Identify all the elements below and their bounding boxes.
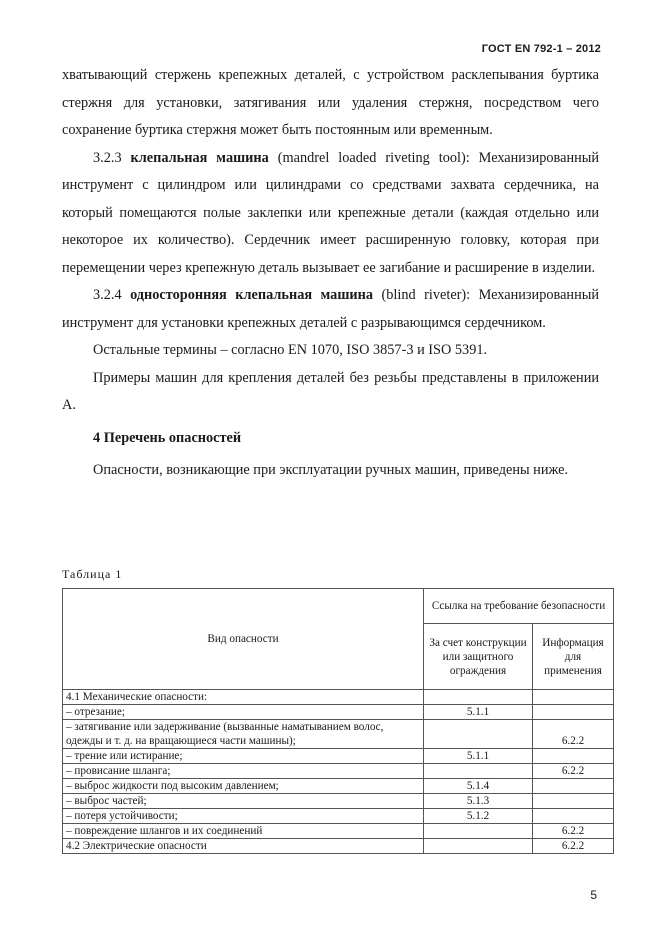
hazards-table xyxy=(62,588,614,854)
hazard-cell: – потеря устойчивости; xyxy=(63,809,424,824)
clause-number: 3.2.4 xyxy=(93,287,122,303)
info-ref-cell xyxy=(533,690,614,705)
hazard-cell: – отрезание; xyxy=(63,705,424,720)
clause-number: 3.2.3 xyxy=(93,149,122,166)
table-row xyxy=(63,824,614,839)
defined-term: односторонняя клепальная машина xyxy=(130,287,374,303)
design-ref-cell xyxy=(424,839,533,854)
info-ref-cell xyxy=(533,779,614,794)
header-by-design: За счет конструкции или защитного ограждения xyxy=(424,624,533,690)
info-ref-cell: 6.2.2 xyxy=(533,764,614,779)
info-ref-cell: 6.2.2 xyxy=(533,720,614,749)
table-row xyxy=(63,794,614,809)
table-row xyxy=(63,764,614,779)
table-row xyxy=(63,705,614,720)
hazard-cell: – выброс частей; xyxy=(63,794,424,809)
hazard-rows xyxy=(63,690,614,839)
hazard-cell: – трение или истирание; xyxy=(63,749,424,764)
document-body xyxy=(62,62,599,485)
table-row xyxy=(63,809,614,824)
header-information-for-use: Информация для применения xyxy=(533,624,614,690)
document-header: ГОСТ EN 792-1 – 2012 xyxy=(481,43,601,55)
hazard-cell: – затягивание или задерживание (вызванные наматыванием волос, одежды и т. д. на вращающиеся части машины); xyxy=(63,720,424,749)
design-ref-cell xyxy=(424,764,533,779)
info-ref-cell: 6.2.2 xyxy=(533,839,614,854)
hazard-cell: – повреждение шлангов и их соединений xyxy=(63,824,424,839)
table-row xyxy=(63,720,614,749)
definition-text: (mandrel loaded riveting tool): Механизированный инструмент с цилиндром или цилиндрами со средствами захвата сердечника, на который помещаются полые заклепки или крепежные детали (каждая отдельно или некоторое их количество). Сердечник имеет расширенную головку, которая при перемещении через крепежную деталь вызывает ее загибание и расширение в изделии. xyxy=(62,149,600,276)
design-ref-cell xyxy=(424,690,533,705)
table-row-electrical xyxy=(63,839,614,854)
definition-3-2-3 xyxy=(62,145,599,283)
info-ref-cell xyxy=(533,749,614,764)
info-ref-cell xyxy=(533,809,614,824)
design-ref-cell: 5.1.3 xyxy=(424,794,533,809)
hazard-cell: – провисание шланга; xyxy=(63,764,424,779)
design-ref-cell: 5.1.1 xyxy=(424,749,533,764)
paragraph-examples: Примеры машин для крепления деталей без резьбы представлены в приложении А. xyxy=(62,369,599,413)
design-ref-cell: 5.1.1 xyxy=(424,705,533,720)
definition-3-2-4 xyxy=(62,282,599,337)
defined-term: клепальная машина xyxy=(130,149,269,166)
header-safety-reference: Ссылка на требование безопасности xyxy=(424,589,614,624)
info-ref-cell: 6.2.2 xyxy=(533,824,614,839)
definition-text: (blind riveter): Механизированный инструмент для установки крепежных деталей с разрывающимся сердечником. xyxy=(62,287,599,331)
hazard-cell: – выброс жидкости под высоким давлением; xyxy=(63,779,424,794)
table-row xyxy=(63,690,614,705)
page-number: 5 xyxy=(590,888,597,902)
table-caption: Таблица 1 xyxy=(62,567,123,581)
hazard-cell: 4.1 Механические опасности: xyxy=(63,690,424,705)
table-row xyxy=(63,779,614,794)
design-ref-cell xyxy=(424,720,533,749)
table-row xyxy=(63,749,614,764)
section-heading: 4 Перечень опасностей xyxy=(93,429,242,446)
paragraph-continuation: хватывающий стержень крепежных деталей, с устройством расклепывания буртика стержня для установки, затягивания или удаления стержня, посредством чего сохранение буртика стержня может быть постоянным или временным. xyxy=(62,67,599,138)
hazard-cell: 4.2 Электрические опасности xyxy=(63,839,424,854)
paragraph-other-terms: Остальные термины – согласно EN 1070, ISO 3857-3 и ISO 5391. xyxy=(93,342,488,358)
paragraph-hazards-intro: Опасности, возникающие при эксплуатации ручных машин, приведены ниже. xyxy=(93,462,569,478)
design-ref-cell: 5.1.4 xyxy=(424,779,533,794)
info-ref-cell xyxy=(533,794,614,809)
design-ref-cell xyxy=(424,824,533,839)
header-hazard-type: Вид опасности xyxy=(63,589,424,690)
info-ref-cell xyxy=(533,705,614,720)
design-ref-cell: 5.1.2 xyxy=(424,809,533,824)
